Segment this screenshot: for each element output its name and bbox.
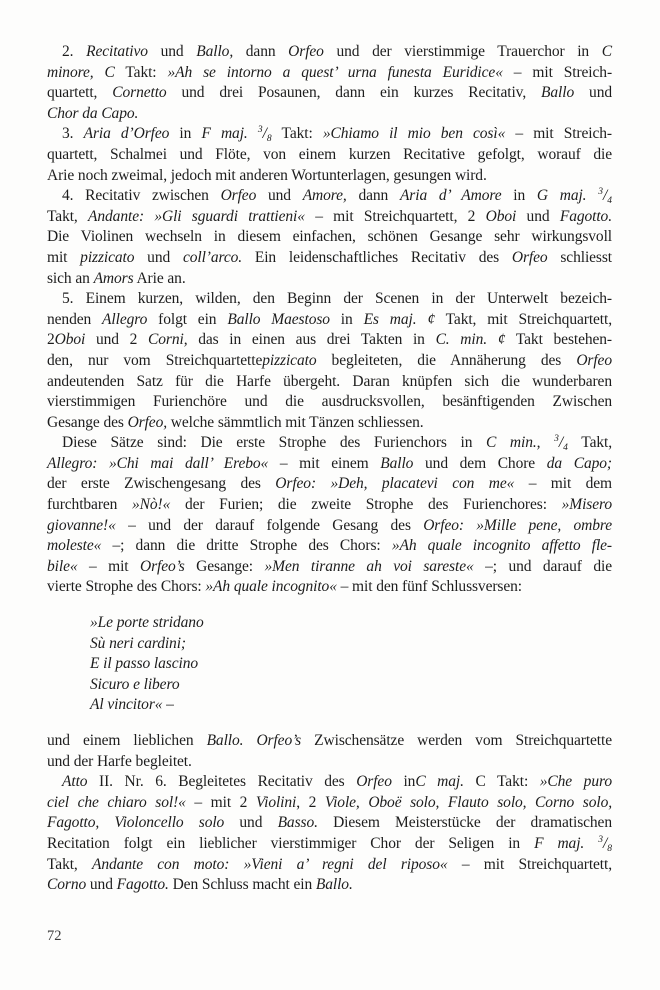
text-run: Takt, mit Streichquartett, [435, 310, 612, 328]
text-run: »Ah quale incognito affetto fle- [391, 537, 612, 555]
text-run: Es maj. [363, 310, 417, 328]
text-run: G maj. [536, 187, 587, 205]
text-line [47, 433, 612, 454]
text-run [487, 331, 498, 348]
text-run: Recitativo [86, 43, 148, 60]
text-line [47, 83, 612, 104]
text-run: C maj. [415, 773, 464, 791]
text-run: Viole, Oboë solo, Flauto solo, Corno solo, [324, 793, 612, 811]
text-line [47, 834, 612, 855]
text-run: den, nur vom Streichquartette [47, 351, 263, 369]
text-run: und [516, 207, 560, 225]
text-run [248, 125, 258, 142]
text-run: moleste« [47, 537, 102, 555]
text-line [47, 269, 612, 290]
text-run: Oboi [485, 207, 517, 225]
text-run: Diese Sätze sind: Die erste Strophe des Furienchors in [62, 434, 487, 452]
text-run: Den Schluss macht ein [168, 876, 316, 894]
text-line [47, 63, 612, 84]
text-run: – mit [77, 557, 140, 575]
text-line [47, 289, 612, 310]
text-run: »Che puro [539, 773, 612, 791]
text-run: und 2 [85, 331, 149, 349]
text-run: Fagotto, Violoncello solo [47, 814, 225, 832]
text-run: »Ah quale incognito« [205, 578, 337, 596]
text-run: und der Harfe begleitet. [47, 752, 192, 770]
paragraph [47, 731, 612, 772]
time-signature-fraction: $^3/_8$ [598, 834, 613, 854]
text-line [47, 813, 612, 834]
text-run: Corno [47, 876, 87, 894]
text-run: da Capo; [546, 454, 612, 472]
text-run: schliesst [547, 248, 612, 266]
text-run: Takt bestehen- [505, 331, 612, 349]
text-run: Orfeo: »Deh, placatevi con me« [275, 475, 515, 493]
text-run: »Ah se intorno a quest’ urna funesta Euridice« [167, 63, 503, 81]
text-run: Basso. [277, 814, 318, 832]
text-run: der erste Zwischengesang des [47, 475, 276, 493]
paragraph [47, 772, 612, 896]
verse-line [90, 613, 612, 634]
text-run: Amors [93, 269, 134, 287]
text-line [47, 248, 612, 269]
text-run: 4. Recitativ zwischen [62, 187, 221, 205]
text-line [47, 42, 612, 63]
text-run: Zwischensätze werden vom Streichquartette [301, 732, 613, 749]
text-run: 3. [62, 125, 84, 143]
text-run: Corni, [148, 331, 188, 349]
text-run: – mit 2 [185, 793, 256, 811]
text-line [47, 875, 612, 896]
text-run: F maj. [201, 125, 248, 143]
text-run: und [86, 876, 117, 894]
text-run: Ein leidenschaftliches Recitativ des [242, 248, 512, 266]
text-line [47, 752, 612, 773]
text-line [47, 557, 612, 578]
time-signature-fraction: $^3/_8$ [257, 125, 272, 145]
text-run: »Nò!« [132, 496, 171, 514]
text-run [584, 835, 598, 852]
text-run: und der vierstimmige Trauerchor in [323, 43, 602, 60]
cut-time-symbol: ¢ [427, 310, 436, 328]
text-line [47, 351, 612, 372]
text-line [47, 330, 612, 351]
text-run: Orfeo [288, 43, 324, 60]
text-run: Violini [255, 793, 297, 811]
text-run: Sicuro e libero [90, 675, 180, 693]
text-run: quartett, [47, 84, 113, 102]
text-run: –; dann die dritte Strophe des Chors: [101, 537, 392, 555]
text-run: vierstimmigen Furienchöre und die ausdrucksvollen, besänftigenden Zwischen [47, 393, 612, 411]
text-run: 2. [62, 43, 87, 60]
text-line [47, 124, 612, 145]
text-run: Orfeo, [127, 413, 168, 431]
text-run: Allegro [102, 310, 148, 328]
text-line [47, 495, 612, 516]
text-run: Orfeo [356, 773, 392, 791]
text-line [47, 516, 612, 537]
text-run: – mit dem [514, 475, 612, 493]
text-run: dann [346, 187, 400, 205]
text-run: , 2 [296, 793, 325, 811]
text-run: Atto [62, 773, 88, 791]
text-run: Aria d’Orfeo [83, 125, 170, 143]
text-run: Oboi [54, 331, 86, 349]
text-run: vierte Strophe des Chors: [47, 578, 206, 596]
paragraph [47, 186, 612, 289]
text-run: – mit Streichquartett, [447, 855, 612, 873]
text-run: Gesange des [47, 413, 128, 431]
text-line [47, 454, 612, 475]
text-run: »Chiamo il mio ben così« [322, 125, 506, 143]
text-run [540, 434, 554, 451]
text-line [47, 104, 612, 125]
text-run: Fagotto. [116, 876, 169, 894]
text-run: sich an [47, 269, 94, 287]
paragraph [47, 42, 612, 124]
text-run: Aria d’ Amore [399, 187, 502, 205]
text-run: Sù neri cardini; [90, 634, 186, 652]
text-run: und [134, 248, 183, 266]
text-run: pizzicato [80, 248, 135, 266]
text-run: Ballo Maestoso [227, 310, 330, 328]
text-run: Orfeo [576, 351, 612, 369]
text-run: Ballo. Orfeo’s [206, 732, 302, 749]
paragraph [47, 433, 612, 598]
text-run: Recitation folgt ein lieblicher vierstimmiger Chor der Seligen in [47, 834, 535, 852]
text-run: und [147, 43, 197, 60]
text-line [47, 310, 612, 331]
text-run: in [329, 310, 364, 328]
verse-line [90, 675, 612, 696]
verse-block [90, 613, 612, 716]
text-run: F maj. [534, 834, 585, 852]
text-run: Cornetto [112, 84, 167, 102]
verse-line [90, 634, 612, 655]
paragraph [47, 289, 612, 433]
text-run: und [574, 84, 612, 102]
text-line [47, 166, 612, 187]
page-text [47, 42, 612, 896]
verse-line [90, 654, 612, 675]
text-run: – mit den fünf Schlussversen: [336, 578, 522, 596]
text-run: Diesem Meisterstücke der dramatischen [317, 814, 612, 832]
verse-line [90, 695, 612, 716]
text-run: in [501, 187, 537, 205]
text-run: minore, C [47, 63, 115, 81]
text-line [47, 207, 612, 228]
text-run: dann [233, 43, 289, 60]
text-run: –; und darauf die [473, 557, 612, 575]
text-run: ciel che chiaro sol!« [47, 793, 186, 811]
text-line [47, 392, 612, 413]
text-run: Arie noch zweimal, jedoch mit anderen Wortunterlagen, gesungen wird. [47, 166, 487, 184]
text-run: »Misero [561, 496, 612, 514]
text-run: Orfeo’s [139, 557, 185, 575]
text-run: in [391, 773, 416, 791]
text-run: E il passo lascino [90, 655, 198, 673]
text-run: welche sämmtlich mit Tänzen schliessen. [167, 413, 424, 431]
text-run: giovanne!« [47, 516, 116, 534]
text-line [47, 731, 612, 752]
text-run: coll’arco. [182, 248, 243, 266]
text-line [47, 793, 612, 814]
text-run: Ballo, [196, 43, 234, 60]
text-run: quartett, Schalmei und Flöte, von einem kurzen Recitative gefolgt, worauf die [47, 145, 612, 163]
text-run: Andante con moto: »Vieni a’ regni del riposo« [92, 855, 448, 873]
text-run: C [601, 43, 613, 60]
text-run: C Takt: [463, 773, 540, 791]
text-run: pizzicato [262, 351, 317, 369]
text-run: Ballo [541, 84, 575, 102]
text-run [416, 311, 427, 328]
text-run: Takt, [47, 855, 93, 873]
time-signature-fraction: $^3/_4$ [598, 187, 613, 207]
text-run: begleiteten, die Annäherung des [316, 351, 577, 369]
text-run: furchtbaren [47, 496, 133, 514]
text-line [47, 474, 612, 495]
text-run: und [224, 814, 278, 832]
paragraph [47, 124, 612, 186]
text-run: Ballo [380, 454, 414, 472]
text-run: und einem lieblichen [47, 732, 207, 749]
text-run: andeutenden Satz für die Harfe übergeht. Daran knüpfen sich die wunderbaren [47, 372, 612, 390]
text-run: »Le porte stridano [90, 614, 204, 632]
text-line [47, 372, 612, 393]
text-run: – mit Streich- [502, 63, 612, 81]
text-run: Chor da Capo. [47, 104, 139, 122]
text-run: – mit Streich- [505, 125, 612, 143]
text-run: bile« [47, 557, 78, 575]
text-run: Allegro: »Chi mai dall’ Erebo« [47, 454, 269, 472]
text-run: und dem Chore [413, 454, 547, 472]
text-run: das in einen aus drei Takten in [187, 331, 436, 349]
text-run: 2 [47, 331, 55, 349]
text-run: Al vincitor« – [90, 696, 174, 714]
text-run: Amore, [302, 187, 347, 205]
text-line [47, 227, 612, 248]
text-run: Ballo. [315, 876, 353, 894]
text-run: Orfeo [220, 187, 257, 205]
text-run: Takt, [47, 207, 89, 225]
text-run: Gesange: [184, 557, 265, 575]
text-run: Andante: »Gli sguardi trattieni« [88, 207, 305, 225]
text-run: C. min. [435, 331, 488, 349]
text-run: in [169, 125, 202, 143]
text-run: Arie an. [133, 269, 186, 287]
text-run: 5. Einem kurzen, wilden, den Beginn der Scenen in der Unterwelt bezeich- [62, 290, 612, 308]
page-number: 72 [47, 928, 62, 944]
text-run: Die Violinen wechseln in diesem einfachen, schönen Gesange sehr wirkungsvoll [47, 228, 612, 246]
text-run: – und der darauf folgende Gesang des [115, 516, 424, 534]
text-line [47, 186, 612, 207]
text-run: folgt ein [147, 310, 228, 328]
cut-time-symbol: ¢ [497, 331, 506, 349]
time-signature-fraction: $^3/_4$ [554, 434, 568, 454]
text-run: – mit Streichquartett, 2 [304, 207, 486, 225]
text-run: Orfeo: »Mille pene, ombre [423, 516, 612, 534]
text-run: »Men tiranne ah voi sareste« [264, 557, 474, 575]
text-run: C min., [486, 434, 541, 452]
text-run: Takt: [271, 125, 323, 143]
text-run: mit [47, 248, 81, 266]
text-line [47, 413, 612, 434]
text-run [586, 187, 598, 204]
text-line [47, 855, 612, 876]
text-run: und [256, 187, 303, 205]
text-run: und drei Posaunen, dann ein kurzes Recitativ, [166, 84, 542, 102]
text-run: Takt, [567, 434, 612, 452]
text-line [47, 772, 612, 793]
text-run: nenden [47, 310, 103, 328]
text-line [47, 145, 612, 166]
text-run: – mit einem [268, 454, 381, 472]
text-run: Fagotto. [559, 207, 612, 225]
text-run: II. Nr. 6. Begleitetes Recitativ des [87, 773, 357, 791]
text-line [47, 577, 612, 598]
text-run: Orfeo [511, 248, 548, 266]
text-run: Takt: [114, 63, 168, 81]
text-run: der Furien; die zweite Strophe des Furienchores: [170, 496, 562, 514]
text-line [47, 536, 612, 557]
